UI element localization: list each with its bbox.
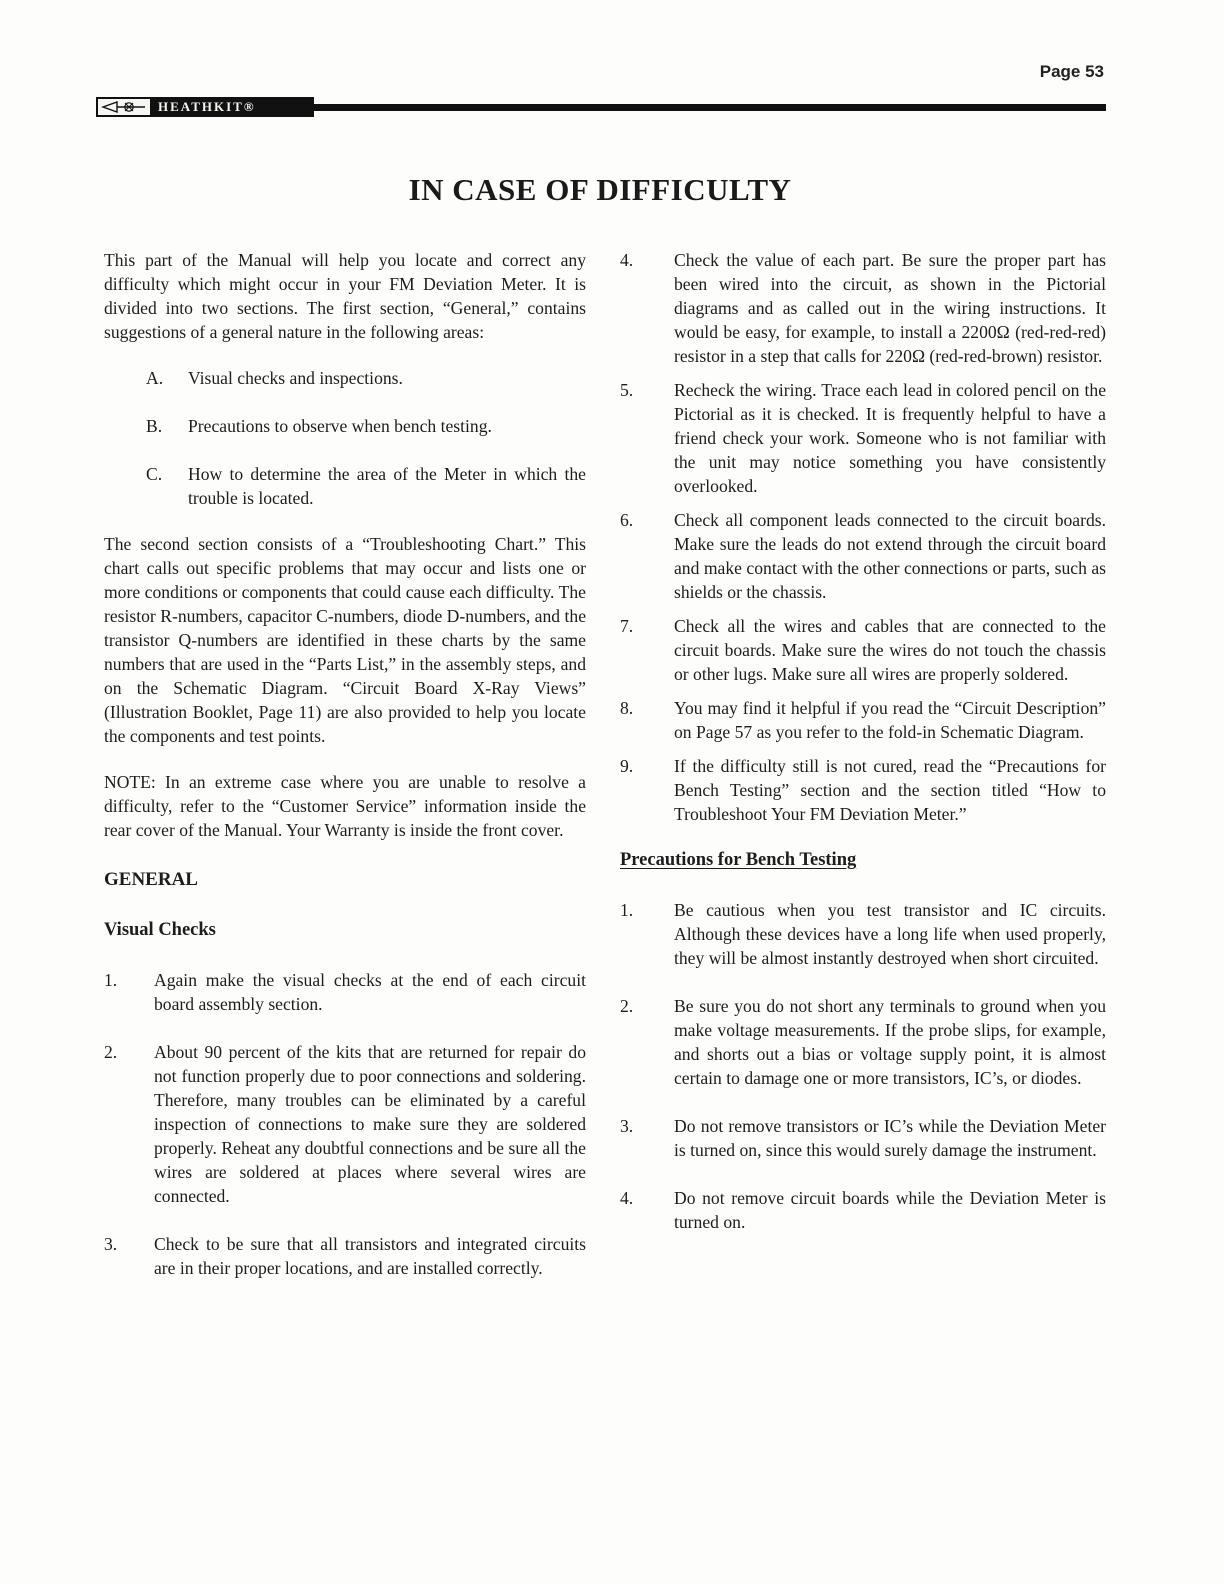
list-item bbox=[104, 462, 586, 510]
emblem-icon bbox=[98, 99, 152, 115]
left-column bbox=[104, 248, 586, 1280]
item-text: How to determine the area of the Meter in which the trouble is located. bbox=[188, 464, 586, 508]
item-label: C. bbox=[146, 464, 163, 484]
item-text: You may find it helpful if you read the “Circuit Description” on Page 57 as you refer to the fold-in Schematic Diagram. bbox=[674, 698, 1106, 742]
list-item bbox=[620, 508, 1106, 604]
item-text: If the difficulty still is not cured, read the “Precautions for Bench Testing” section and the section titled “How to Troubleshoot Your FM Deviation Meter.” bbox=[674, 756, 1106, 824]
list-item bbox=[620, 1186, 1106, 1234]
list-item bbox=[620, 1114, 1106, 1162]
bench-testing-list bbox=[620, 898, 1106, 1234]
item-text: Be cautious when you test transistor and IC circuits. Although these devices have a long life when used properly, they will be almost instantly destroyed when short circuited. bbox=[674, 900, 1106, 968]
item-text: Check to be sure that all transistors and integrated circuits are in their proper locations, and are installed correctly. bbox=[154, 1234, 586, 1278]
list-item bbox=[620, 248, 1106, 368]
visual-checks-heading: Visual Checks bbox=[104, 920, 216, 940]
list-item bbox=[620, 378, 1106, 498]
item-number: 9. bbox=[620, 756, 634, 776]
header-rule bbox=[312, 104, 1106, 111]
general-heading: GENERAL bbox=[104, 869, 198, 890]
page-number: Page 53 bbox=[1039, 62, 1104, 81]
note-paragraph: NOTE: In an extreme case where you are unable to resolve a difficulty, refer to the “Customer Service” information inside the rear cover of the Manual. Your Warranty is inside the front cover. bbox=[104, 772, 586, 840]
page-title: IN CASE OF DIFFICULTY bbox=[408, 172, 792, 207]
item-number: 4. bbox=[620, 1188, 634, 1208]
item-number: 1. bbox=[620, 900, 634, 920]
list-item bbox=[104, 1040, 586, 1208]
item-number: 8. bbox=[620, 698, 634, 718]
item-text: Check all component leads connected to the circuit boards. Make sure the leads do not extend through the circuit board and make contact with the other connections or parts, such as shields or the chassis. bbox=[674, 510, 1106, 602]
item-text: Check all the wires and cables that are connected to the circuit boards. Make sure the wires do not touch the chassis or other lugs. Make sure all wires are properly soldered. bbox=[674, 616, 1106, 684]
areas-list bbox=[104, 366, 586, 510]
item-label: B. bbox=[146, 416, 163, 436]
item-number: 5. bbox=[620, 380, 634, 400]
item-number: 3. bbox=[620, 1116, 634, 1136]
list-item bbox=[104, 968, 586, 1016]
list-item bbox=[104, 1232, 586, 1280]
item-text: About 90 percent of the kits that are returned for repair do not function properly due to poor connections and soldering. Therefore, many troubles can be eliminated by a careful inspection of connections to make sure they are soldered properly. Reheat any doubtful connections and be sure all the wires are soldered at places where several wires are connected. bbox=[154, 1042, 586, 1206]
logo-text: HEATHKIT® bbox=[158, 99, 256, 114]
item-text: Be sure you do not short any terminals to ground when you make voltage measurements. If the probe slips, for example, and shorts out a bias or voltage supply point, it is almost certain to damage one or more transistors, IC’s, or diodes. bbox=[674, 996, 1106, 1088]
checks-list bbox=[620, 248, 1106, 826]
item-label: A. bbox=[146, 368, 164, 388]
item-text: Visual checks and inspections. bbox=[188, 368, 403, 388]
item-number: 6. bbox=[620, 510, 634, 530]
item-text: Recheck the wiring. Trace each lead in colored pencil on the Pictorial as it is checked. It is frequently helpful to have a friend check your work. Someone who is not familiar with the unit may notice something you have consistently overlooked. bbox=[674, 380, 1106, 496]
item-number: 3. bbox=[104, 1234, 118, 1254]
item-number: 7. bbox=[620, 616, 634, 636]
second-section-paragraph: The second section consists of a “Troubleshooting Chart.” This chart calls out specific problems that may occur and lists one or more conditions or components that could cause each difficulty. The resistor R-numbers, capacitor C-numbers, diode D-numbers, and the transistor Q-numbers are identified in these charts by the same numbers that are used in the “Parts List,” in the assembly steps, and on the Schematic Diagram. “Circuit Board X-Ray Views” (Illustration Booklet, Page 11) are also provided to help you locate the components and test points. bbox=[104, 534, 586, 746]
item-number: 2. bbox=[620, 996, 634, 1016]
item-text: Check the value of each part. Be sure the proper part has been wired into the circuit, as shown in the Pictorial diagrams and as called out in the wiring instructions. It would be easy, for example, to install a 2200Ω (red-red-red) resistor in a step that calls for 220Ω (red-red-brown) resistor. bbox=[674, 250, 1106, 366]
item-number: 2. bbox=[104, 1042, 118, 1062]
item-text: Precautions to observe when bench testing. bbox=[188, 416, 492, 436]
header-bar bbox=[96, 97, 1106, 119]
heathkit-logo bbox=[96, 97, 314, 117]
list-item bbox=[620, 754, 1106, 826]
item-text: Do not remove circuit boards while the Deviation Meter is turned on. bbox=[674, 1188, 1106, 1232]
bench-testing-heading: Precautions for Bench Testing bbox=[620, 850, 857, 870]
item-number: 4. bbox=[620, 250, 634, 270]
list-item bbox=[620, 614, 1106, 686]
list-item bbox=[620, 994, 1106, 1090]
list-item bbox=[104, 414, 586, 438]
item-text: Again make the visual checks at the end of each circuit board assembly section. bbox=[154, 970, 586, 1014]
right-column bbox=[620, 248, 1106, 1234]
list-item bbox=[620, 898, 1106, 970]
list-item bbox=[104, 366, 586, 390]
intro-paragraph: This part of the Manual will help you locate and correct any difficulty which might occur in your FM Deviation Meter. It is divided into two sections. The first section, “General,” contains suggestions of a general nature in the following areas: bbox=[104, 250, 586, 342]
list-item bbox=[620, 696, 1106, 744]
item-text: Do not remove transistors or IC’s while the Deviation Meter is turned on, since this would surely damage the instrument. bbox=[674, 1116, 1106, 1160]
item-number: 1. bbox=[104, 970, 118, 990]
visual-checks-list bbox=[104, 968, 586, 1280]
